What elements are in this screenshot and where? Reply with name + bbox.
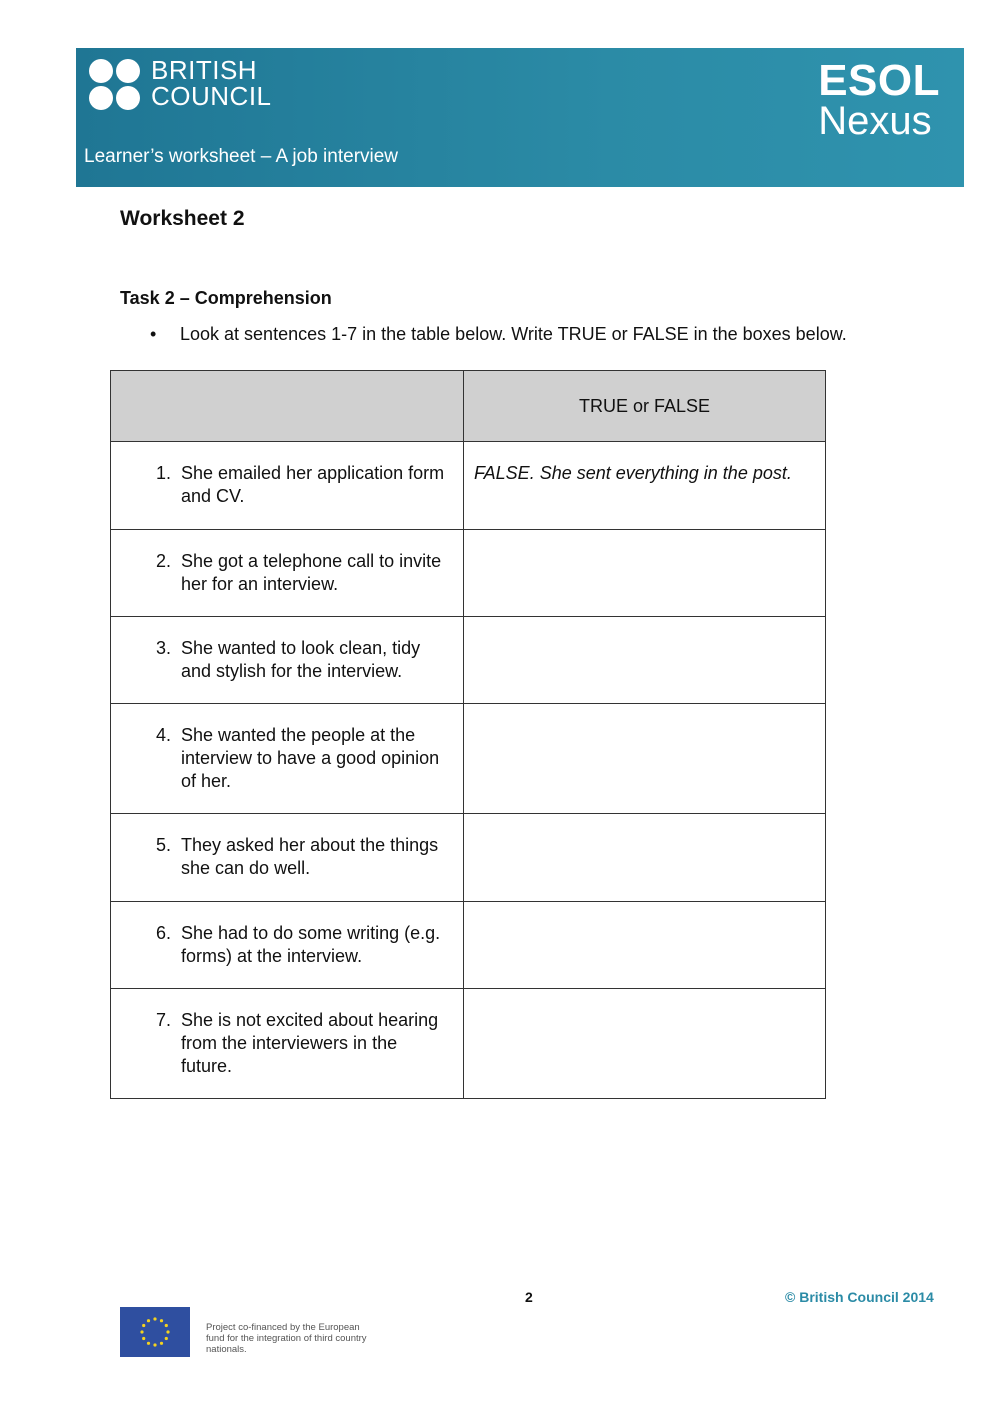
header-cell-true-false: TRUE or FALSE — [464, 371, 826, 442]
question-number: 4. — [155, 725, 171, 745]
question-number: 5. — [155, 835, 171, 855]
true-false-table — [110, 370, 826, 1099]
question-cell — [111, 530, 464, 617]
header-cell-sentences — [111, 371, 464, 442]
question-text: She is not excited about hearing from the interviewers in the future. — [181, 1010, 439, 1076]
question-text: She wanted to look clean, tidy and stylish for the interview. — [181, 638, 421, 681]
question-text: They asked her about the things she can do well. — [181, 835, 439, 878]
logo-line-2: COUNCIL — [151, 81, 272, 111]
table-row — [111, 442, 826, 530]
answer-box[interactable] — [464, 989, 826, 1099]
copyright: © British Council 2014 — [785, 1289, 934, 1305]
instruction-text: Look at sentences 1-7 in the table below. Write TRUE or FALSE in the boxes below. — [180, 324, 847, 344]
table-header-row — [111, 371, 826, 442]
answer-box[interactable]: FALSE. She sent everything in the post. — [464, 442, 826, 530]
question-cell — [111, 704, 464, 814]
header-banner — [76, 48, 964, 187]
question-number: 3. — [155, 638, 171, 658]
table-row — [111, 704, 826, 814]
page-number: 2 — [525, 1289, 533, 1305]
question-text: She emailed her application form and CV. — [181, 463, 445, 506]
eu-flag-icon — [120, 1307, 190, 1357]
worksheet-title: Worksheet 2 — [120, 207, 245, 230]
question-number: 6. — [155, 923, 171, 943]
instruction — [150, 324, 847, 345]
question-text: She got a telephone call to invite her for an interview. — [181, 551, 442, 594]
british-council-dots-icon — [89, 57, 143, 111]
question-number: 7. — [155, 1010, 171, 1030]
esol-text: ESOL — [818, 56, 940, 105]
eu-funding-note: Project co-financed by the European fund for the integration of third country nationals. — [206, 1322, 367, 1355]
answer-box[interactable] — [464, 617, 826, 704]
bullet-icon: • — [150, 324, 157, 344]
table-row — [111, 902, 826, 989]
question-number: 2. — [155, 551, 171, 571]
question-cell — [111, 989, 464, 1099]
esol-nexus-logo — [818, 56, 940, 143]
question-cell — [111, 902, 464, 989]
header-subtitle: Learner’s worksheet – A job interview — [84, 146, 399, 167]
question-cell — [111, 442, 464, 530]
answer-box[interactable] — [464, 530, 826, 617]
question-number: 1. — [155, 463, 171, 483]
table-row — [111, 814, 826, 902]
question-text: She had to do some writing (e.g. forms) at the interview. — [181, 923, 441, 966]
answer-box[interactable] — [464, 814, 826, 902]
table-row — [111, 617, 826, 704]
question-cell — [111, 814, 464, 902]
answer-box[interactable] — [464, 704, 826, 814]
question-text: She wanted the people at the interview to have a good opinion of her. — [181, 725, 440, 791]
logo-line-1: BRITISH — [151, 55, 258, 85]
answer-box[interactable] — [464, 902, 826, 989]
nexus-text: Nexus — [818, 99, 932, 143]
table-row — [111, 989, 826, 1099]
task-title: Task 2 – Comprehension — [120, 288, 332, 308]
question-cell — [111, 617, 464, 704]
table-row — [111, 530, 826, 617]
